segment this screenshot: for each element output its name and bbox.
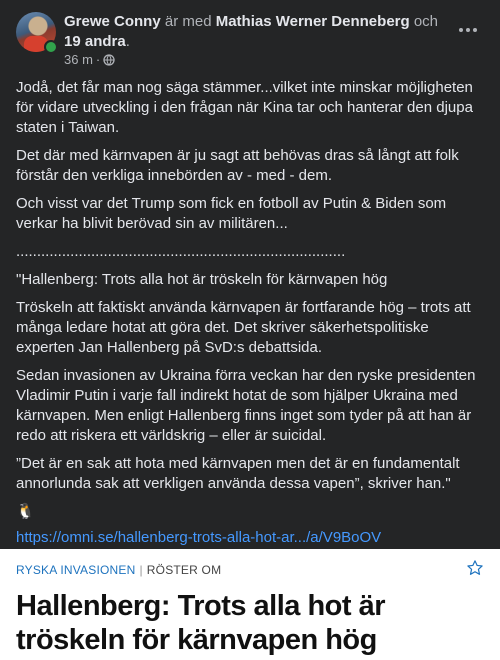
with-text: är med: [164, 13, 212, 30]
period: .: [125, 33, 130, 50]
post-paragraph: Tröskeln att faktiskt använda kärnvapen är fortfarande hög – trots att många ledare hotat att göra det. Det skriver säkerhetspolitiske experten Jan Hallenberg på SvD:s debattsida.: [16, 299, 471, 356]
post-time[interactable]: 36 m: [64, 52, 93, 67]
tagged-others[interactable]: 19 andra: [64, 33, 126, 50]
more-dot: [473, 28, 477, 32]
tag-divider: |: [139, 563, 143, 577]
link-preview-card[interactable]: [0, 549, 500, 660]
card-title[interactable]: Hallenberg: Trots alla hot är tröskeln för kärnvapen hög: [16, 590, 386, 656]
meta-separator: ·: [95, 52, 101, 67]
star-icon[interactable]: [466, 559, 484, 577]
post-paragraph: Sedan invasionen av Ukraina förra veckan har den ryske presidenten Vladimir Putin i varje fall indirekt hotat de som hjälper Ukraina med kärnvapen. Men enligt Hallenberg finns inget som tyder på att han är redo att riskera ett världskrig – eller är suicidal.: [16, 367, 476, 444]
more-options-icon[interactable]: [450, 20, 486, 40]
and-text: och: [413, 13, 439, 30]
dotted-separator: ...............................................................................: [16, 243, 346, 260]
more-dot: [466, 28, 470, 32]
penguin-emoji: 🐧: [16, 503, 35, 520]
post-header: [16, 12, 486, 72]
author-name[interactable]: Grewe Conny: [64, 13, 161, 30]
post-meta: [64, 52, 115, 67]
post-paragraph: ”Det är en sak att hota med kärnvapen men det är en fundamentalt annorlunda sak att verkligen använda dessa vapen”, skriver han.": [16, 455, 460, 492]
online-status-icon: [44, 40, 58, 54]
globe-icon[interactable]: [103, 54, 115, 66]
card-section[interactable]: RÖSTER OM: [146, 563, 222, 577]
more-dot: [459, 28, 463, 32]
post-paragraph: Det där med kärnvapen är ju sagt att behövas dras så långt att folk förstår den verkliga innebörden av - med - dem.: [16, 147, 459, 184]
article-link[interactable]: https://omni.se/hallenberg-trots-alla-hot-ar.../a/V9BoOV: [16, 529, 382, 546]
post-paragraph: Och visst var det Trump som fick en fotboll av Putin & Biden som verkar ha blivit berövad sin av militären...: [16, 195, 447, 232]
post-author-line: [64, 12, 444, 52]
post-paragraph: "Hallenberg: Trots alla hot är tröskeln för kärnvapen hög: [16, 271, 388, 288]
post-paragraph: Jodå, det får man nog säga stämmer...vilket inte minskar möjligheten för vidare utveckling i den frågan när Kina tar och hanterar den djupa staten i Taiwan.: [16, 79, 473, 136]
post-body: [16, 78, 484, 548]
card-category[interactable]: RYSKA INVASIONEN: [16, 563, 136, 577]
tagged-person[interactable]: Mathias Werner Denneberg: [215, 13, 410, 30]
card-tags: [16, 563, 221, 577]
